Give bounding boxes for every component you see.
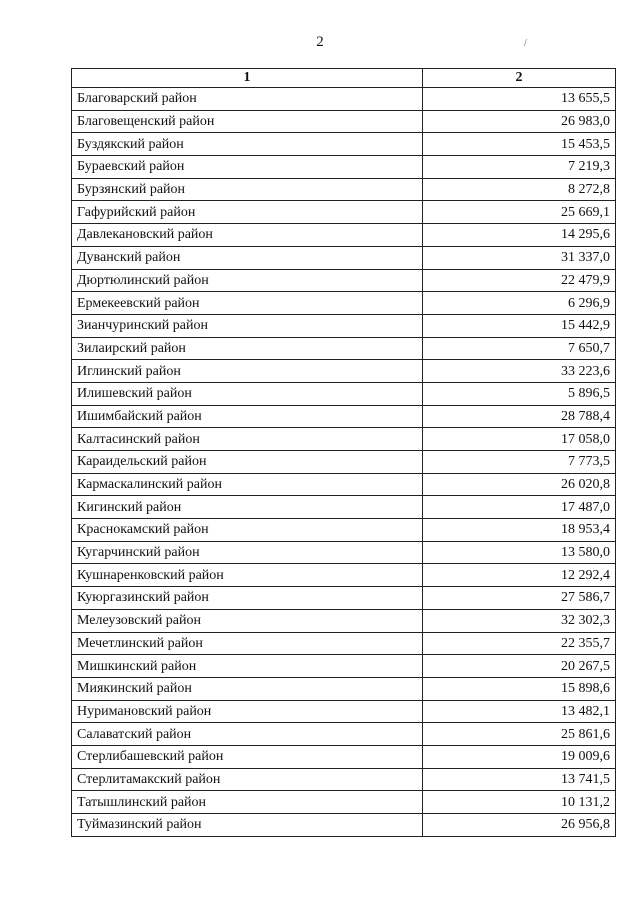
district-value-cell: 17 058,0 bbox=[423, 428, 616, 451]
table-row bbox=[72, 405, 616, 428]
district-value-cell: 28 788,4 bbox=[423, 405, 616, 428]
table-row bbox=[72, 428, 616, 451]
district-name-cell: Дюртюлинский район bbox=[72, 269, 423, 292]
table-row bbox=[72, 451, 616, 474]
district-value-cell: 25 861,6 bbox=[423, 723, 616, 746]
district-name-cell: Гафурийский район bbox=[72, 201, 423, 224]
district-value-cell: 18 953,4 bbox=[423, 519, 616, 542]
district-name-cell: Калтасинский район bbox=[72, 428, 423, 451]
district-value-cell: 8 272,8 bbox=[423, 178, 616, 201]
table-header-row bbox=[72, 69, 616, 88]
district-table bbox=[71, 68, 616, 837]
district-value-cell: 13 482,1 bbox=[423, 700, 616, 723]
table-row bbox=[72, 88, 616, 111]
district-name-cell: Зилаирский район bbox=[72, 337, 423, 360]
district-value-cell: 26 020,8 bbox=[423, 473, 616, 496]
table-row bbox=[72, 201, 616, 224]
district-name-cell: Туймазинский район bbox=[72, 814, 423, 837]
table-row bbox=[72, 768, 616, 791]
table-row bbox=[72, 791, 616, 814]
table-row bbox=[72, 269, 616, 292]
district-name-cell: Стерлибашевский район bbox=[72, 745, 423, 768]
table-row bbox=[72, 564, 616, 587]
table-row bbox=[72, 609, 616, 632]
table-row bbox=[72, 382, 616, 405]
district-value-cell: 22 355,7 bbox=[423, 632, 616, 655]
table-row bbox=[72, 110, 616, 133]
district-value-cell: 17 487,0 bbox=[423, 496, 616, 519]
district-name-cell: Благоварский район bbox=[72, 88, 423, 111]
district-value-cell: 15 898,6 bbox=[423, 677, 616, 700]
table-row bbox=[72, 246, 616, 269]
district-name-cell: Куюргазинский район bbox=[72, 587, 423, 610]
district-value-cell: 22 479,9 bbox=[423, 269, 616, 292]
district-name-cell: Мишкинский район bbox=[72, 655, 423, 678]
table-row bbox=[72, 677, 616, 700]
district-name-cell: Буздякский район bbox=[72, 133, 423, 156]
district-name-cell: Караидельский район bbox=[72, 451, 423, 474]
table-row bbox=[72, 541, 616, 564]
district-name-cell: Зианчуринский район bbox=[72, 314, 423, 337]
district-value-cell: 19 009,6 bbox=[423, 745, 616, 768]
district-value-cell: 33 223,6 bbox=[423, 360, 616, 383]
district-name-cell: Мечетлинский район bbox=[72, 632, 423, 655]
district-name-cell: Стерлитамакский район bbox=[72, 768, 423, 791]
page-number: 2 bbox=[316, 34, 324, 50]
district-value-cell: 5 896,5 bbox=[423, 382, 616, 405]
district-value-cell: 14 295,6 bbox=[423, 224, 616, 247]
header-column-1: 1 bbox=[72, 69, 423, 88]
district-name-cell: Нуримановский район bbox=[72, 700, 423, 723]
table-row bbox=[72, 723, 616, 746]
district-value-cell: 20 267,5 bbox=[423, 655, 616, 678]
district-value-cell: 6 296,9 bbox=[423, 292, 616, 315]
district-name-cell: Дуванский район bbox=[72, 246, 423, 269]
district-name-cell: Благовещенский район bbox=[72, 110, 423, 133]
table-row bbox=[72, 178, 616, 201]
district-value-cell: 27 586,7 bbox=[423, 587, 616, 610]
table-row bbox=[72, 655, 616, 678]
table-row bbox=[72, 360, 616, 383]
table-row bbox=[72, 224, 616, 247]
district-value-cell: 31 337,0 bbox=[423, 246, 616, 269]
district-value-cell: 13 580,0 bbox=[423, 541, 616, 564]
district-value-cell: 15 442,9 bbox=[423, 314, 616, 337]
district-value-cell: 7 650,7 bbox=[423, 337, 616, 360]
district-value-cell: 10 131,2 bbox=[423, 791, 616, 814]
district-name-cell: Ишимбайский район bbox=[72, 405, 423, 428]
table-row bbox=[72, 814, 616, 837]
district-value-cell: 32 302,3 bbox=[423, 609, 616, 632]
district-value-cell: 7 219,3 bbox=[423, 156, 616, 179]
table-row bbox=[72, 632, 616, 655]
table-row bbox=[72, 314, 616, 337]
district-value-cell: 26 983,0 bbox=[423, 110, 616, 133]
district-name-cell: Илишевский район bbox=[72, 382, 423, 405]
district-name-cell: Давлекановский район bbox=[72, 224, 423, 247]
table-row bbox=[72, 700, 616, 723]
table-row bbox=[72, 337, 616, 360]
table-body bbox=[72, 88, 616, 837]
table-row bbox=[72, 496, 616, 519]
district-name-cell: Ермекеевский район bbox=[72, 292, 423, 315]
district-name-cell: Кугарчинский район bbox=[72, 541, 423, 564]
table-row bbox=[72, 156, 616, 179]
district-name-cell: Татышлинский район bbox=[72, 791, 423, 814]
district-name-cell: Бураевский район bbox=[72, 156, 423, 179]
table-row bbox=[72, 587, 616, 610]
district-value-cell: 15 453,5 bbox=[423, 133, 616, 156]
district-value-cell: 7 773,5 bbox=[423, 451, 616, 474]
district-value-cell: 26 956,8 bbox=[423, 814, 616, 837]
table-row bbox=[72, 292, 616, 315]
district-name-cell: Кушнаренковский район bbox=[72, 564, 423, 587]
district-name-cell: Иглинский район bbox=[72, 360, 423, 383]
table-row bbox=[72, 133, 616, 156]
district-value-cell: 13 741,5 bbox=[423, 768, 616, 791]
district-name-cell: Краснокамский район bbox=[72, 519, 423, 542]
table-row bbox=[72, 473, 616, 496]
table-row bbox=[72, 519, 616, 542]
table-row bbox=[72, 745, 616, 768]
district-name-cell: Бурзянский район bbox=[72, 178, 423, 201]
district-name-cell: Кармаскалинский район bbox=[72, 473, 423, 496]
district-value-cell: 12 292,4 bbox=[423, 564, 616, 587]
header-column-2: 2 bbox=[423, 69, 616, 88]
district-value-cell: 25 669,1 bbox=[423, 201, 616, 224]
district-name-cell: Салаватский район bbox=[72, 723, 423, 746]
district-value-cell: 13 655,5 bbox=[423, 88, 616, 111]
district-name-cell: Мелеузовский район bbox=[72, 609, 423, 632]
district-name-cell: Миякинский район bbox=[72, 677, 423, 700]
district-name-cell: Кигинский район bbox=[72, 496, 423, 519]
stray-mark: / bbox=[524, 38, 527, 49]
